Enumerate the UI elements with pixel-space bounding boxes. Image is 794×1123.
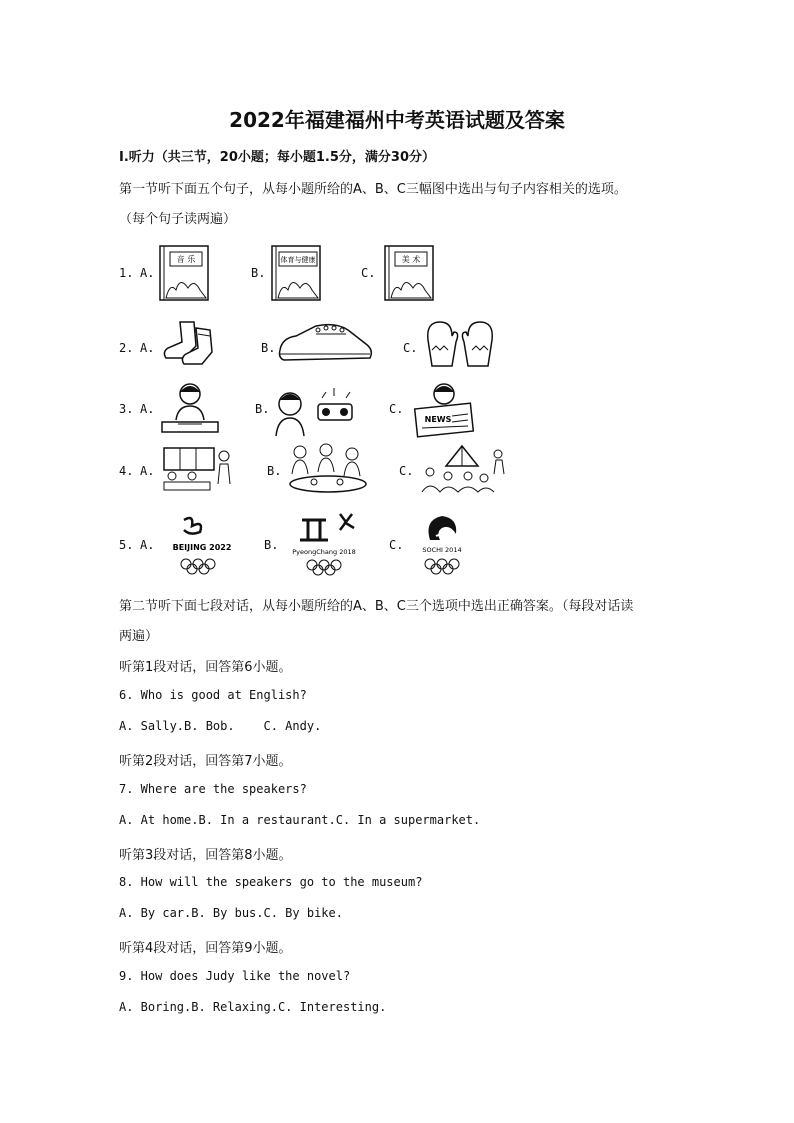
question-number: 1. (119, 266, 134, 280)
dialog-intro: 听第1段对话，回答第6小题。 (119, 660, 292, 675)
pyeongchang-2018-logo-image (284, 510, 364, 576)
option-label-b: B. (261, 341, 276, 355)
family-dinner-image (284, 440, 370, 498)
page-title: 2022年福建福州中考英语试题及答案 (229, 108, 565, 132)
sneaker-image (276, 320, 376, 366)
mittens-image (420, 316, 500, 372)
beijing-2022-logo-image (170, 512, 234, 576)
option-label-c: C. (403, 341, 418, 355)
part1-note: （每个句子读两遍） (119, 212, 237, 227)
question-number: 3. (119, 402, 134, 416)
question-7-options: A. At home.B. In a restaurant.C. In a supermarket. (119, 813, 481, 827)
classroom-scene-image (158, 444, 238, 496)
pe-book-image (270, 244, 324, 302)
question-number: 2. (119, 341, 134, 355)
beijing-logo-text: BEIJING 2022 (172, 543, 232, 552)
option-label-a: A. (140, 464, 155, 478)
boy-writing-image (158, 380, 222, 436)
art-book-image (383, 244, 437, 302)
option-label-c: C. (361, 266, 376, 280)
option-label-a: A. (140, 266, 155, 280)
pyeongchang-logo-text: PyeongChang 2018 (292, 548, 356, 556)
part1-instructions: 第一节听下面五个句子，从每小题所给的A、B、C三幅图中选出与句子内容相关的选项。 (119, 182, 627, 197)
question-number: 5. (119, 538, 134, 552)
socks-image (160, 318, 230, 368)
dialog-intro: 听第4段对话，回答第9小题。 (119, 941, 292, 956)
option-label-c: C. (389, 402, 404, 416)
option-label-c: C. (399, 464, 414, 478)
option-label-a: A. (140, 341, 155, 355)
question-8: 8. How will the speakers go to the museum? (119, 875, 423, 889)
music-book-image (158, 244, 212, 302)
camping-scene-image (418, 440, 512, 496)
dialog-intro: 听第2段对话，回答第7小题。 (119, 754, 292, 769)
boy-reading-newspaper-image (410, 380, 480, 438)
option-label-a: A. (140, 402, 155, 416)
sochi-logo-text: SOCHI 2014 (422, 546, 462, 554)
question-9: 9. How does Judy like the novel? (119, 969, 351, 983)
book-label-pe: 体育与健康 (280, 256, 316, 264)
question-7: 7. Where are the speakers? (119, 782, 307, 796)
section-heading: I.听力（共三节，20小题；每小题1.5分，满分30分） (119, 150, 435, 165)
dialog-intro: 听第3段对话，回答第8小题。 (119, 848, 292, 863)
sochi-2014-logo-image (410, 510, 474, 576)
question-6-options: A. Sally.B. Bob. C. Andy. (119, 719, 322, 733)
option-label-b: B. (267, 464, 282, 478)
question-6: 6. Who is good at English? (119, 688, 307, 702)
part2-instructions-cont: 两遍） (119, 629, 159, 644)
book-label-music: 音 乐 (176, 255, 196, 264)
boy-listening-radio-image (272, 382, 360, 438)
part2-instructions: 第二节听下面七段对话，从每小题所给的A、B、C三个选项中选出正确答案。（每段对话读 (119, 599, 634, 614)
option-label-b: B. (264, 538, 279, 552)
option-label-b: B. (255, 402, 270, 416)
question-8-options: A. By car.B. By bus.C. By bike. (119, 906, 343, 920)
option-label-b: B. (251, 266, 266, 280)
question-number: 4. (119, 464, 134, 478)
option-label-a: A. (140, 538, 155, 552)
book-label-art: 美 术 (401, 255, 421, 264)
option-label-c: C. (389, 538, 404, 552)
newspaper-label: NEWS (424, 415, 452, 424)
question-9-options: A. Boring.B. Relaxing.C. Interesting. (119, 1000, 387, 1014)
